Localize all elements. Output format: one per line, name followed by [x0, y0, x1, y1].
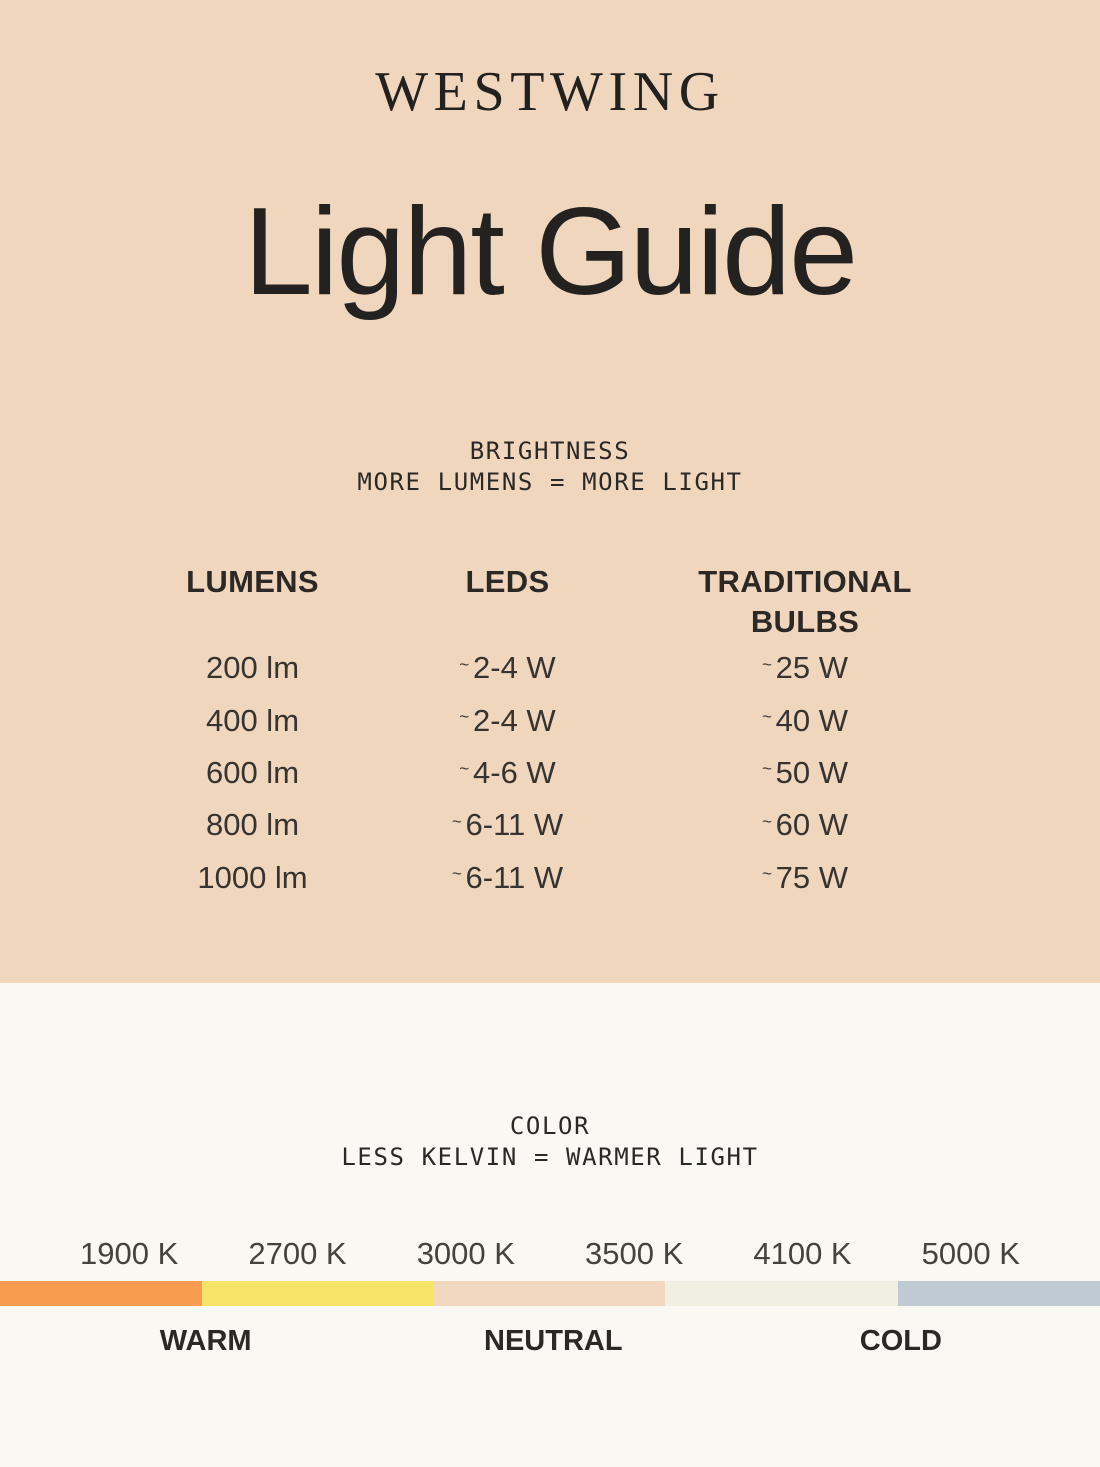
table-header-row [140, 562, 960, 642]
approx-tilde: ~ [761, 811, 772, 831]
table-row [140, 799, 960, 851]
leds-cell: ~ 6-11 W [451, 807, 564, 843]
bulbs-cell: ~ 25 W [761, 650, 849, 686]
col-header-traditional-bulbs: TRADITIONAL BULBS [698, 564, 912, 639]
leds-cell: ~ 2-4 W [459, 702, 556, 738]
approx-tilde: ~ [451, 864, 462, 884]
bulbs-cell: ~ 40 W [761, 702, 849, 738]
approx-tilde: ~ [459, 707, 470, 727]
brightness-heading: BRIGHTNESS [469, 437, 631, 465]
kelvin-label: 4100 K [753, 1236, 852, 1271]
bulbs-cell: ~ 60 W [761, 807, 849, 843]
scale-segment-neutral-peach [433, 1281, 665, 1306]
approx-tilde: ~ [761, 759, 772, 779]
color-subheading: LESS KELVIN = WARMER LIGHT [341, 1143, 759, 1171]
col-header-leds: LEDS [465, 564, 550, 599]
temperature-label-neutral: NEUTRAL [484, 1325, 623, 1357]
table-row [140, 642, 960, 694]
kelvin-label: 3500 K [585, 1236, 684, 1271]
page-title: Light Guide [243, 183, 857, 321]
kelvin-color-bar [0, 1281, 1100, 1306]
approx-tilde: ~ [451, 811, 462, 831]
scale-segment-neutral-cream [665, 1281, 897, 1306]
lumens-cell: 1000 lm [197, 859, 308, 895]
lumens-cell: 800 lm [205, 807, 300, 843]
scale-segment-warm-yellow [202, 1281, 433, 1306]
bulbs-cell: ~ 50 W [761, 754, 849, 790]
temperature-labels [0, 1324, 1100, 1358]
leds-cell: ~ 6-11 W [451, 859, 564, 895]
bulbs-cell: ~ 75 W [761, 859, 849, 895]
kelvin-label: 5000 K [921, 1236, 1020, 1271]
kelvin-scale-labels [0, 1237, 1100, 1271]
color-section [0, 983, 1100, 1467]
table-row [140, 747, 960, 799]
lumens-cell: 600 lm [205, 754, 300, 790]
approx-tilde: ~ [761, 707, 772, 727]
brightness-table [140, 562, 960, 904]
brand-logo: WESTWING [375, 61, 725, 123]
approx-tilde: ~ [761, 654, 772, 674]
table-row [140, 852, 960, 904]
color-heading: COLOR [509, 1112, 591, 1140]
brightness-subheading: MORE LUMENS = MORE LIGHT [357, 468, 743, 496]
col-header-lumens: LUMENS [186, 564, 319, 599]
kelvin-label: 1900 K [80, 1236, 179, 1271]
approx-tilde: ~ [459, 759, 470, 779]
table-body [140, 642, 960, 904]
scale-segment-cold-blue [898, 1281, 1100, 1306]
lumens-cell: 400 lm [205, 702, 300, 738]
lumens-cell: 200 lm [205, 650, 300, 686]
temperature-label-cold: COLD [859, 1325, 942, 1357]
kelvin-label: 3000 K [416, 1236, 515, 1271]
leds-cell: ~ 2-4 W [459, 650, 556, 686]
approx-tilde: ~ [459, 654, 470, 674]
kelvin-label: 2700 K [248, 1236, 347, 1271]
scale-segment-warm-orange [0, 1281, 202, 1306]
approx-tilde: ~ [761, 864, 772, 884]
leds-cell: ~ 4-6 W [459, 754, 556, 790]
temperature-label-warm: WARM [159, 1325, 252, 1357]
table-row [140, 694, 960, 746]
